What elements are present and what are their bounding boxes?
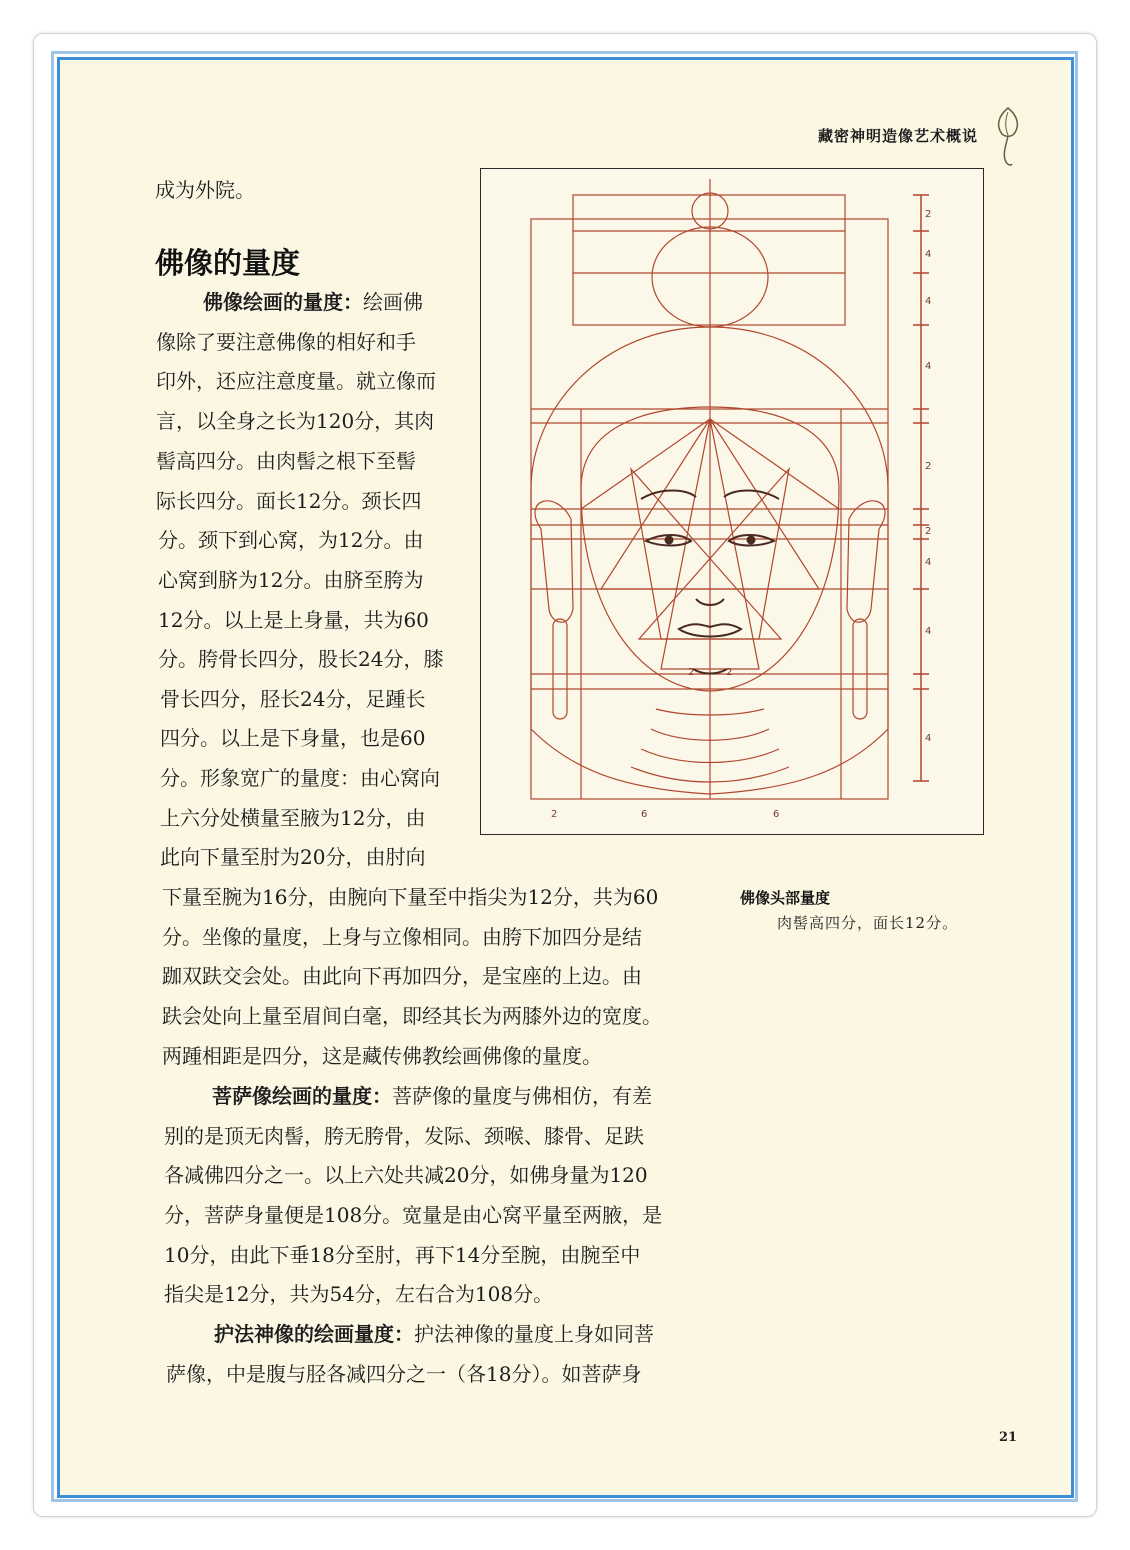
paragraph-line: 萨像，中是腹与胫各减四分之一（各18分）。如菩萨身 [166, 1362, 642, 1386]
paragraph-line: 分。坐像的量度，上身与立像相同。由胯下加四分是结 [162, 925, 642, 949]
bottom-label: 2 [551, 809, 558, 820]
bottom-label: 6 [641, 809, 648, 820]
paragraph-line: 分。形象宽广的量度：由心窝向 [160, 766, 440, 790]
bottom-label: 6 [773, 809, 780, 820]
scale-label: 4 [925, 361, 932, 372]
chin-label: 2 [726, 667, 733, 678]
paragraph-line: 趺会处向上量至眉间白毫，即经其长为两膝外边的宽度。 [162, 1004, 662, 1028]
intro-line: 成为外院。 [155, 178, 255, 202]
paragraph-line: 上六分处横量至腋为12分，由 [160, 806, 426, 830]
paragraph-line: 指尖是12分，共为54分，左右合为108分。 [164, 1282, 554, 1306]
paragraph-line: 骨长四分，胫长24分，足踵长 [160, 687, 426, 711]
chin-label: 2 [688, 667, 695, 678]
paragraph-line: 言，以全身之长为120分，其肉 [156, 409, 435, 433]
scale-label: 4 [925, 249, 932, 260]
paragraph-bold-lead: 菩萨像绘画的量度： [212, 1084, 392, 1108]
paragraph-line: 际长四分。面长12分。颈长四 [156, 489, 422, 513]
paragraph-line: 分。颈下到心窝，为12分。由 [158, 528, 424, 552]
paragraph-line: 印外，还应注意度量。就立像而 [156, 369, 436, 393]
buddha-head-drawing [481, 169, 983, 834]
paragraph-line: 跏双趺交会处。由此向下再加四分，是宝座的上边。由 [162, 964, 642, 988]
scale-label: 2 [925, 461, 932, 472]
paragraph-line: 护法神像的绘画量度：护法神像的量度上身如同菩 [214, 1322, 654, 1346]
paragraph-line: 分。胯骨长四分，股长24分，膝 [158, 647, 444, 671]
buddha-head-proportion-figure [480, 168, 984, 835]
figure-caption-text: 肉髻高四分，面长12分。 [777, 914, 959, 932]
paragraph-line: 12分。以上是上身量，共为60 [158, 608, 429, 632]
scale-label: 4 [925, 296, 932, 307]
paragraph-line: 此向下量至肘为20分，由肘向 [160, 845, 426, 869]
lotus-bud-icon [988, 102, 1028, 172]
paragraph-line: 别的是顶无肉髻，胯无胯骨，发际、颈喉、膝骨、足趺 [164, 1124, 644, 1148]
paragraph-bold-lead: 佛像绘画的量度： [203, 290, 363, 314]
paragraph-line: 菩萨像绘画的量度：菩萨像的量度与佛相仿，有差 [212, 1084, 652, 1108]
paragraph-line: 心窝到脐为12分。由脐至胯为 [158, 568, 424, 592]
paragraph-line: 像除了要注意佛像的相好和手 [156, 330, 416, 354]
figure-caption-title: 佛像头部量度 [740, 889, 831, 907]
scale-label: 4 [925, 733, 932, 744]
section-heading: 佛像的量度 [155, 246, 301, 280]
paragraph-line: 髻高四分。由肉髻之根下至髻 [156, 449, 416, 473]
paragraph-line: 分，菩萨身量便是108分。宽量是由心窝平量至两腋，是 [164, 1203, 663, 1227]
scale-label: 4 [925, 626, 932, 637]
running-header: 藏密神明造像艺术概说 [818, 127, 979, 145]
paragraph-line: 下量至腕为16分，由腕向下量至中指尖为12分，共为60 [162, 885, 659, 909]
paragraph-line: 两踵相距是四分，这是藏传佛教绘画佛像的量度。 [162, 1044, 602, 1068]
paragraph-line: 佛像绘画的量度：绘画佛 [203, 290, 423, 314]
scale-label: 2 [925, 526, 932, 537]
page-number: 21 [999, 1430, 1018, 1445]
paragraph-bold-lead: 护法神像的绘画量度： [214, 1322, 414, 1346]
book-page [60, 60, 1068, 1492]
scale-label: 2 [925, 209, 932, 220]
scale-label: 4 [925, 557, 932, 568]
paragraph-line: 各减佛四分之一。以上六处共减20分，如佛身量为120 [164, 1163, 648, 1187]
paragraph-line: 10分，由此下垂18分至肘，再下14分至腕，由腕至中 [164, 1243, 641, 1267]
paragraph-line: 四分。以上是下身量，也是60 [160, 726, 426, 750]
